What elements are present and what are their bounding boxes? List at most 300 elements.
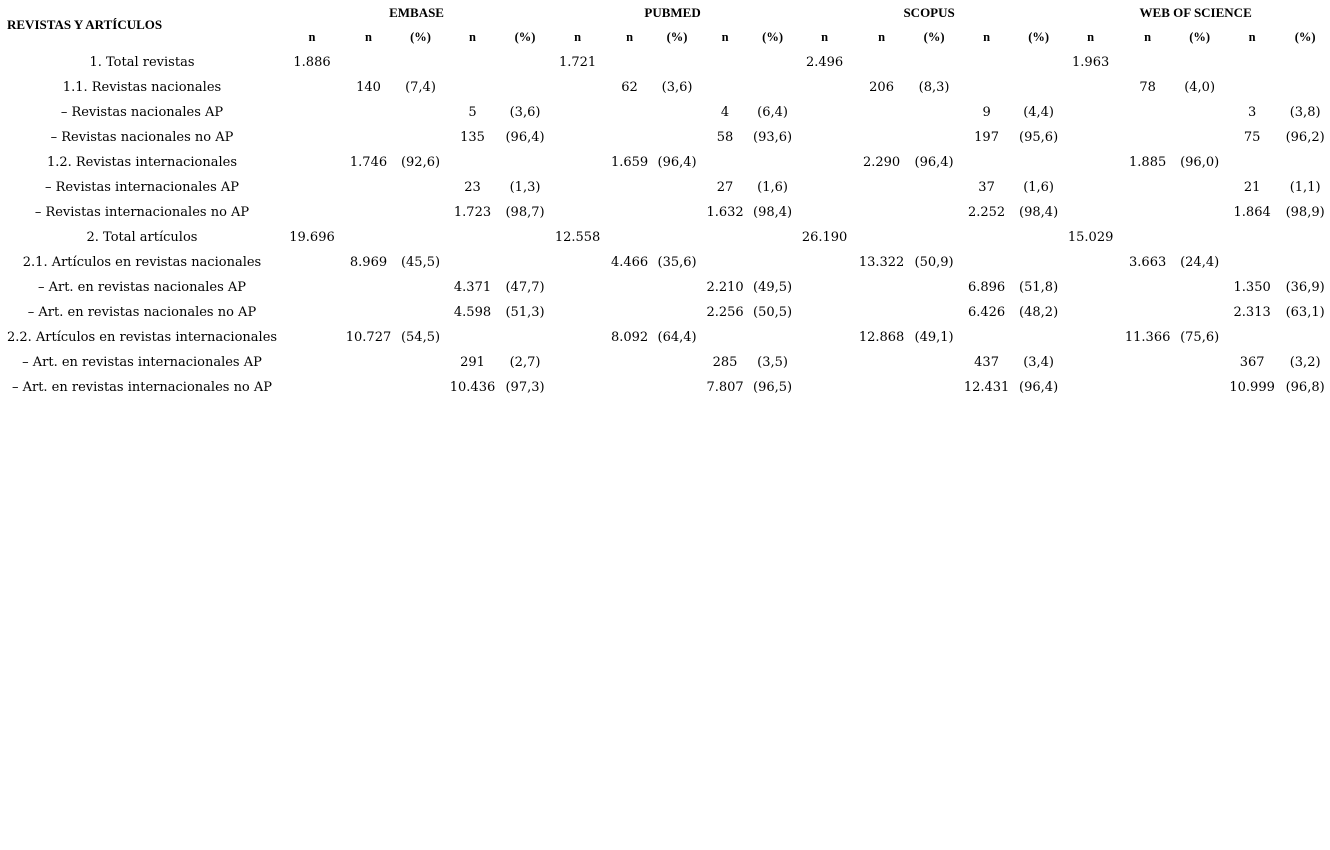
table-cell [958, 250, 1015, 275]
table-cell [1176, 275, 1223, 300]
row-label: 1.1. Revistas nacionales [62, 80, 222, 95]
table-row [0, 125, 1329, 150]
row-label: – Revistas internacionales AP [44, 180, 240, 195]
table-cell [1015, 75, 1062, 100]
table-cell [340, 275, 397, 300]
table-cell: 26.190 [801, 230, 848, 245]
table-cell [1176, 100, 1223, 125]
table-cell: (98,7) [505, 205, 545, 220]
table-cell [1119, 350, 1176, 375]
table-cell [397, 275, 444, 300]
table-cell [796, 300, 853, 325]
sub-header-percent: (%) [1028, 30, 1050, 44]
table-cell [549, 325, 606, 350]
table-cell [910, 100, 958, 125]
table-cell: 27 [716, 180, 734, 195]
table-cell [397, 225, 444, 250]
table-cell: 2.290 [862, 155, 901, 170]
table-cell [1062, 250, 1119, 275]
sub-header-n: n [878, 30, 886, 44]
row-label: 2.2. Artículos en revistas internacionales [6, 330, 278, 345]
table-cell [1223, 75, 1281, 100]
table-cell: 140 [356, 80, 381, 95]
journals-articles-table [0, 0, 1329, 400]
table-cell: 197 [974, 130, 999, 145]
sub-header-percent: (%) [923, 30, 945, 44]
table-cell [749, 150, 796, 175]
table-cell: (96,4) [505, 130, 545, 145]
table-cell: 285 [712, 355, 738, 370]
table-cell: (47,7) [505, 280, 545, 295]
table-cell: 367 [1239, 355, 1265, 370]
table-cell [1062, 150, 1119, 175]
table-cell [340, 300, 397, 325]
table-cell [1062, 125, 1119, 150]
table-row [0, 50, 1329, 75]
table-cell: 7.807 [706, 380, 744, 395]
table-cell [606, 200, 653, 225]
table-cell: 2.496 [805, 55, 844, 70]
table-cell [653, 300, 701, 325]
table-cell: 1.886 [293, 55, 331, 70]
table-cell: (4,0) [1184, 80, 1216, 95]
table-cell [701, 150, 749, 175]
table-cell: 5 [468, 105, 477, 120]
table-cell [910, 350, 958, 375]
table-cell [606, 275, 653, 300]
database-header-scopus: SCOPUS [903, 4, 955, 20]
table-row [0, 300, 1329, 325]
table-cell [549, 200, 606, 225]
table-cell [749, 50, 796, 75]
table-cell [796, 325, 853, 350]
row-label: – Art. en revistas internacionales no AP [11, 380, 273, 395]
sub-header-n: n [983, 30, 991, 44]
table-cell [501, 325, 549, 350]
table-cell [1062, 175, 1119, 200]
table-cell [958, 150, 1015, 175]
table-cell [1223, 225, 1281, 250]
table-cell: 3 [1247, 105, 1257, 120]
table-cell [653, 175, 701, 200]
table-cell [284, 275, 340, 300]
table-cell [1119, 375, 1176, 400]
table-cell: 10.436 [449, 380, 496, 395]
row-label: 2.1. Artículos en revistas nacionales [22, 255, 262, 270]
table-cell [1119, 175, 1176, 200]
table-cell [397, 300, 444, 325]
table-cell [606, 100, 653, 125]
table-cell [853, 100, 910, 125]
table-cell [1281, 325, 1329, 350]
table-cell [549, 100, 606, 125]
table-cell: (96,8) [1285, 380, 1325, 395]
data-table-container [0, 0, 1330, 400]
table-cell [1062, 375, 1119, 400]
table-cell [749, 325, 796, 350]
table-cell: (96,4) [657, 155, 697, 170]
table-cell [549, 125, 606, 150]
table-cell: 23 [464, 180, 481, 195]
row-label: – Art. en revistas nacionales no AP [27, 305, 257, 320]
table-cell: 58 [716, 130, 734, 145]
table-cell: (98,4) [753, 205, 793, 220]
table-cell [1119, 300, 1176, 325]
table-cell [549, 75, 606, 100]
table-cell [284, 125, 340, 150]
table-cell: 62 [621, 80, 638, 95]
table-cell [653, 275, 701, 300]
table-cell: 1.963 [1072, 55, 1110, 70]
table-cell [796, 375, 853, 400]
table-cell [958, 225, 1015, 250]
table-cell [549, 275, 606, 300]
sub-header-n: n [308, 30, 316, 44]
table-cell: (93,6) [753, 130, 793, 145]
table-cell [910, 225, 958, 250]
table-cell: (3,5) [757, 355, 788, 370]
table-cell [701, 225, 749, 250]
table-cell: 3.663 [1129, 255, 1167, 270]
table-cell: (51,3) [505, 305, 545, 320]
table-cell [444, 325, 501, 350]
table-cell [340, 50, 397, 75]
table-cell: 12.868 [858, 330, 905, 345]
table-cell: 4.598 [453, 305, 492, 320]
table-cell [606, 300, 653, 325]
table-cell [444, 250, 501, 275]
table-cell [340, 125, 397, 150]
database-header-pubmed: PUBMED [644, 4, 701, 20]
table-cell [653, 200, 701, 225]
table-cell: 135 [460, 130, 485, 145]
sub-header-n: n [574, 30, 582, 44]
table-cell [1119, 125, 1176, 150]
table-cell [340, 350, 397, 375]
table-cell [1223, 50, 1281, 75]
sub-header-n: n [469, 30, 476, 44]
table-cell: (3,6) [509, 105, 541, 120]
table-cell: (1,3) [509, 180, 541, 195]
table-cell: (75,6) [1180, 330, 1220, 345]
table-cell [910, 125, 958, 150]
table-cell [653, 350, 701, 375]
table-cell [284, 350, 340, 375]
table-cell: 8.092 [610, 330, 649, 345]
table-cell: (49,5) [753, 280, 793, 295]
table-cell [1062, 100, 1119, 125]
table-cell [284, 175, 340, 200]
table-cell [1176, 175, 1223, 200]
sub-header-percent: (%) [410, 30, 431, 44]
table-cell: 12.431 [963, 380, 1010, 395]
sub-header-n: n [721, 30, 729, 44]
table-cell [653, 225, 701, 250]
table-cell: (48,2) [1019, 305, 1059, 320]
table-cell [1062, 200, 1119, 225]
table-row [0, 200, 1329, 225]
table-cell [444, 75, 501, 100]
table-row [0, 375, 1329, 400]
table-cell [1062, 325, 1119, 350]
table-cell [284, 375, 340, 400]
table-cell [853, 375, 910, 400]
table-cell [796, 75, 853, 100]
table-cell: (4,4) [1023, 105, 1055, 120]
table-cell [606, 225, 653, 250]
table-cell [284, 75, 340, 100]
row-header-title: REVISTAS Y ARTÍCULOS [7, 17, 163, 32]
table-cell [653, 50, 701, 75]
table-cell [340, 100, 397, 125]
table-cell [910, 375, 958, 400]
table-cell: (95,6) [1019, 130, 1059, 145]
sub-header-n: n [365, 30, 372, 44]
table-cell [397, 50, 444, 75]
table-cell [701, 50, 749, 75]
table-cell [653, 125, 701, 150]
table-cell: (96,5) [753, 380, 793, 395]
sub-header-percent: (%) [1294, 30, 1316, 44]
table-cell [444, 225, 501, 250]
table-cell: 1.659 [610, 155, 649, 170]
table-cell [549, 150, 606, 175]
table-cell [1015, 150, 1062, 175]
table-row [0, 350, 1329, 375]
table-cell [606, 375, 653, 400]
table-cell [1015, 250, 1062, 275]
table-cell [1015, 50, 1062, 75]
table-cell: (7,4) [405, 80, 436, 95]
table-cell [1176, 50, 1223, 75]
table-cell [701, 325, 749, 350]
table-cell: 10.999 [1229, 380, 1275, 395]
table-cell [1281, 150, 1329, 175]
table-cell: (8,3) [918, 80, 950, 95]
table-cell: (51,8) [1019, 280, 1059, 295]
table-cell [340, 225, 397, 250]
table-cell: (96,0) [1180, 155, 1220, 170]
table-cell [1223, 325, 1281, 350]
table-cell: 2.210 [706, 280, 744, 295]
table-row [0, 175, 1329, 200]
table-row [0, 225, 1329, 250]
table-cell: (97,3) [505, 380, 545, 395]
table-cell: (2,7) [509, 355, 541, 370]
table-cell [853, 50, 910, 75]
table-cell [1176, 225, 1223, 250]
table-cell [1062, 75, 1119, 100]
table-cell: (24,4) [1180, 255, 1220, 270]
table-cell [1176, 300, 1223, 325]
table-cell [444, 50, 501, 75]
table-cell: (96,4) [914, 155, 954, 170]
table-cell [1223, 250, 1281, 275]
table-cell [397, 175, 444, 200]
table-cell: (92,6) [400, 155, 441, 170]
table-cell: (96,4) [1019, 380, 1059, 395]
table-row [0, 275, 1329, 300]
table-cell [397, 200, 444, 225]
table-cell: (6,4) [757, 105, 788, 120]
table-cell [796, 250, 853, 275]
table-cell [1223, 150, 1281, 175]
table-cell [1119, 275, 1176, 300]
table-cell: 8.969 [349, 255, 388, 270]
table-cell: (3,6) [661, 80, 693, 95]
table-cell [1176, 375, 1223, 400]
table-cell: 6.426 [967, 305, 1006, 320]
table-cell [284, 200, 340, 225]
table-cell [549, 250, 606, 275]
table-cell [853, 225, 910, 250]
table-cell [1119, 225, 1176, 250]
table-cell [397, 125, 444, 150]
table-cell: 1.723 [453, 205, 492, 220]
sub-header-percent: (%) [666, 30, 688, 44]
table-cell [910, 200, 958, 225]
database-header-web-of-science: WEB OF SCIENCE [1139, 4, 1252, 20]
table-cell [444, 150, 501, 175]
table-cell: (45,5) [400, 255, 441, 270]
table-cell: 206 [869, 80, 894, 95]
table-cell: 9 [982, 105, 991, 120]
table-cell: (49,1) [914, 330, 954, 345]
table-cell [653, 375, 701, 400]
table-cell [749, 225, 796, 250]
table-cell: (96,2) [1285, 130, 1325, 145]
table-cell [749, 75, 796, 100]
table-cell: 1.885 [1129, 155, 1167, 170]
table-cell [501, 150, 549, 175]
table-cell [397, 350, 444, 375]
table-cell: 19.696 [289, 230, 335, 245]
table-cell: 4 [720, 105, 730, 120]
table-cell [910, 275, 958, 300]
table-cell [284, 100, 340, 125]
table-cell: 437 [974, 355, 999, 370]
table-cell [1281, 75, 1329, 100]
table-cell [1119, 100, 1176, 125]
table-cell: (98,9) [1285, 205, 1325, 220]
table-row [0, 250, 1329, 275]
table-cell: 1.864 [1233, 205, 1271, 220]
table-cell [397, 100, 444, 125]
table-row [0, 150, 1329, 175]
table-cell [796, 150, 853, 175]
table-cell: 11.366 [1124, 330, 1171, 345]
table-cell [284, 300, 340, 325]
table-cell: 2.313 [1233, 305, 1271, 320]
table-cell [958, 50, 1015, 75]
table-cell [853, 275, 910, 300]
table-cell: 37 [978, 180, 995, 195]
table-cell [796, 125, 853, 150]
sub-header-n: n [821, 30, 829, 44]
table-cell: (64,4) [657, 330, 697, 345]
table-cell [501, 250, 549, 275]
sub-header-percent: (%) [514, 30, 536, 44]
table-cell [397, 375, 444, 400]
table-cell [701, 250, 749, 275]
table-cell [1176, 200, 1223, 225]
sub-header-percent: (%) [762, 30, 783, 44]
table-cell [1062, 300, 1119, 325]
table-cell [1119, 200, 1176, 225]
table-cell [549, 175, 606, 200]
table-cell: 75 [1243, 130, 1261, 145]
table-cell: (1,6) [757, 180, 788, 195]
table-cell [284, 325, 340, 350]
table-cell: 1.350 [1233, 280, 1271, 295]
table-cell: (63,1) [1285, 305, 1325, 320]
table-cell [549, 300, 606, 325]
table-cell [796, 175, 853, 200]
table-cell [1015, 225, 1062, 250]
table-cell [606, 125, 653, 150]
table-cell [1119, 50, 1176, 75]
table-row [0, 100, 1329, 125]
table-cell: 21 [1243, 180, 1261, 195]
sub-header-n: n [1248, 30, 1256, 44]
table-cell: (50,5) [753, 305, 793, 320]
table-cell [910, 50, 958, 75]
table-cell: (1,6) [1023, 180, 1055, 195]
row-label: 1. Total revistas [89, 55, 195, 70]
table-cell [549, 350, 606, 375]
table-cell [606, 350, 653, 375]
row-label: – Revistas nacionales AP [60, 105, 224, 120]
table-cell [340, 200, 397, 225]
table-cell [796, 200, 853, 225]
table-cell [853, 175, 910, 200]
table-cell [853, 200, 910, 225]
table-cell: (54,5) [400, 330, 441, 345]
table-cell [749, 250, 796, 275]
table-cell: 6.896 [967, 280, 1006, 295]
table-cell [340, 175, 397, 200]
table-cell [1062, 275, 1119, 300]
table-cell: (35,6) [657, 255, 697, 270]
table-cell [853, 125, 910, 150]
table-cell [958, 325, 1015, 350]
table-cell [1176, 125, 1223, 150]
table-row [0, 325, 1329, 350]
table-cell: (98,4) [1019, 205, 1059, 220]
table-cell: (1,1) [1289, 180, 1321, 195]
sub-header-percent: (%) [1189, 30, 1211, 44]
table-row [0, 75, 1329, 100]
table-cell: 13.322 [858, 255, 905, 270]
table-cell [1015, 325, 1062, 350]
database-header-embase: EMBASE [389, 4, 444, 20]
row-label: – Revistas internacionales no AP [34, 205, 250, 220]
table-cell [701, 75, 749, 100]
table-cell [606, 175, 653, 200]
table-cell [796, 100, 853, 125]
table-cell: 10.727 [345, 330, 392, 345]
table-cell: 2.252 [967, 205, 1006, 220]
table-cell [501, 50, 549, 75]
table-cell: 1.746 [349, 155, 388, 170]
table-cell: (50,9) [914, 255, 954, 270]
row-label: – Art. en revistas internacionales AP [22, 355, 262, 370]
table-cell [606, 50, 653, 75]
row-label: – Art. en revistas nacionales AP [37, 280, 247, 295]
sub-header-n: n [1144, 30, 1152, 44]
table-cell [796, 350, 853, 375]
table-cell [1281, 225, 1329, 250]
